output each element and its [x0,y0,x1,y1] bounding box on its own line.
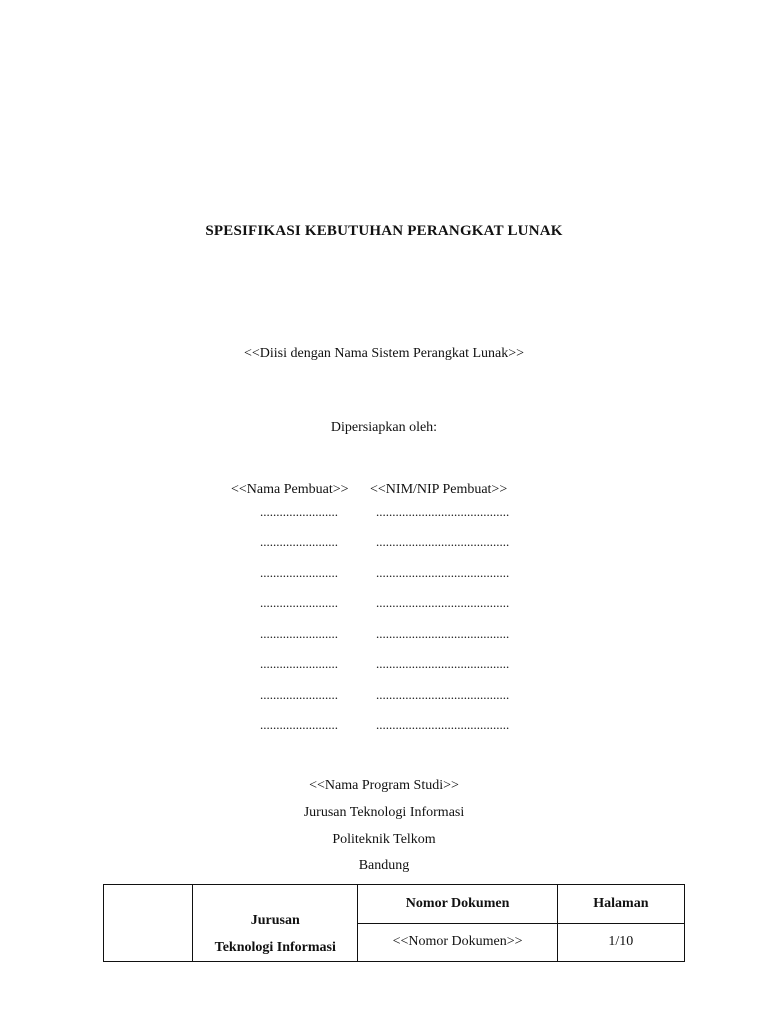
author-id-entry: ......................................... [376,717,510,732]
doc-number-value: <<Nomor Dokumen>> [358,923,557,962]
author-name-entry: ........................ [260,504,338,519]
author-name-entry: ........................ [260,595,338,610]
logo-cell [104,885,193,962]
system-name-placeholder: <<Diisi dengan Nama Sistem Perangkat Lunak>> [243,346,525,361]
author-id-header: <<NIM/NIP Pembuat>> [370,482,508,497]
document-title: SPESIFIKASI KEBUTUHAN PERANGKAT LUNAK [205,223,563,239]
author-id-entry: ......................................... [376,687,510,702]
author-name-entry: ........................ [260,565,338,580]
document-info-table [103,884,685,962]
author-name-entry: ........................ [260,534,338,549]
author-name-entry: ........................ [260,687,338,702]
page-header: Halaman [557,885,684,924]
author-id-entry: ......................................... [376,565,510,580]
institution-name: Politeknik Telkom [332,832,436,847]
author-id-entry: ......................................... [376,504,510,519]
city-name: Bandung [358,858,410,873]
department-line-1: Jurusan [250,913,300,928]
department-cell [193,885,358,962]
page-value: 1/10 [557,923,684,962]
author-id-entry: ......................................... [376,656,510,671]
author-name-entry: ........................ [260,656,338,671]
department-line-2: Teknologi Informasi [214,940,336,955]
author-id-entry: ......................................... [376,626,510,641]
author-name-entry: ........................ [260,717,338,732]
prepared-by-label: Dipersiapkan oleh: [330,420,438,435]
department-name: Jurusan Teknologi Informasi [303,805,465,820]
author-id-entry: ......................................... [376,595,510,610]
author-id-entry: ......................................... [376,534,510,549]
program-study-placeholder: <<Nama Program Studi>> [309,778,459,793]
author-name-header: <<Nama Pembuat>> [231,482,349,497]
doc-number-header: Nomor Dokumen [358,885,557,924]
author-name-entry: ........................ [260,626,338,641]
